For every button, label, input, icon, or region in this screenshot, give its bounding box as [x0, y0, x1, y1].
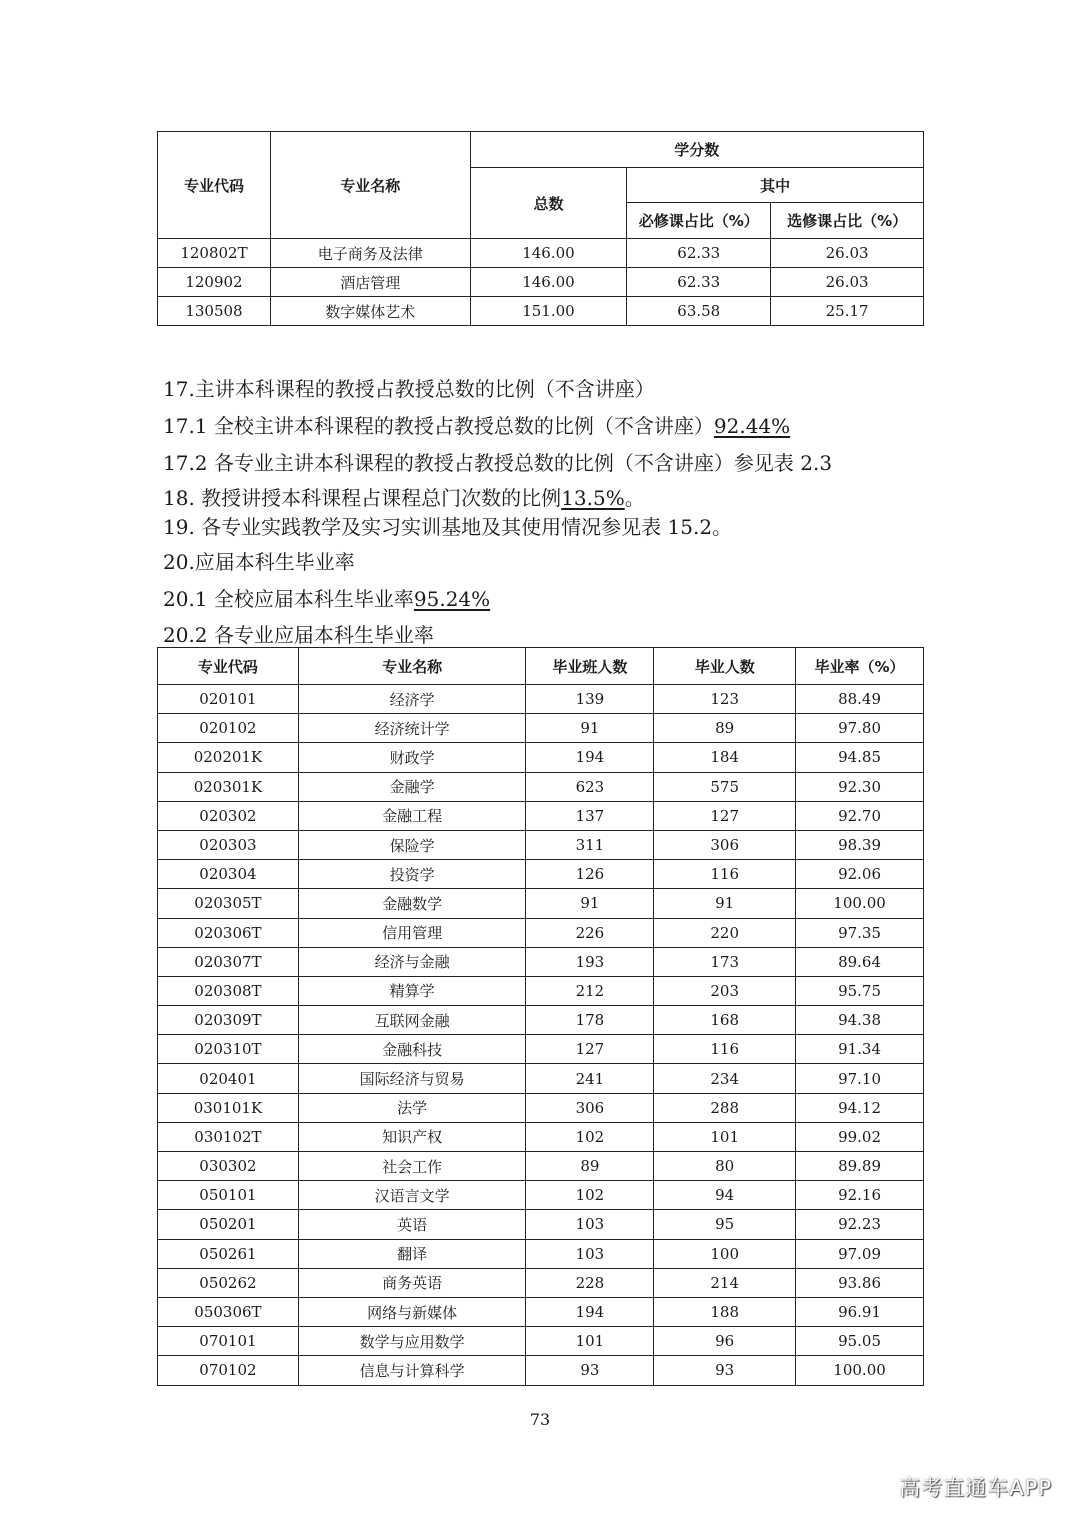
cell-grad-count: 127	[654, 801, 796, 830]
cell-code: 030302	[158, 1152, 299, 1181]
table-row	[158, 1152, 924, 1181]
header-total: 总数	[470, 168, 627, 239]
para-20-1-value: 95.24%	[413, 587, 491, 611]
cell-code: 020309T	[158, 1006, 299, 1035]
cell-class-count: 89	[526, 1152, 654, 1181]
cell-rate: 94.38	[796, 1006, 924, 1035]
cell-name: 电子商务及法律	[270, 239, 470, 268]
table-row	[158, 830, 924, 859]
cell-class-count: 93	[526, 1356, 654, 1385]
cell-rate: 99.02	[796, 1122, 924, 1151]
table-row	[158, 1210, 924, 1239]
para-17-1-value: 92.44%	[713, 414, 791, 438]
cell-code: 050101	[158, 1181, 299, 1210]
grad-header-rate: 毕业率（%）	[796, 648, 924, 685]
cell-name: 金融数学	[298, 889, 526, 918]
cell-code: 020308T	[158, 976, 299, 1005]
cell-class-count: 193	[526, 947, 654, 976]
table-row	[158, 1122, 924, 1151]
cell-code: 120902	[158, 268, 271, 297]
table-row	[158, 801, 924, 830]
cell-code: 020304	[158, 860, 299, 889]
cell-code: 020306T	[158, 918, 299, 947]
cell-name: 金融学	[298, 772, 526, 801]
cell-class-count: 102	[526, 1122, 654, 1151]
table-row	[158, 1356, 924, 1385]
table-row	[158, 1297, 924, 1326]
table-row	[158, 976, 924, 1005]
grad-header-class-count: 毕业班人数	[526, 648, 654, 685]
cell-name: 英语	[298, 1210, 526, 1239]
cell-grad-count: 101	[654, 1122, 796, 1151]
cell-class-count: 103	[526, 1210, 654, 1239]
cell-code: 050262	[158, 1268, 299, 1297]
cell-rate: 92.70	[796, 801, 924, 830]
para-18-text: 18. 教授讲授本科课程占课程总门次数的比例	[163, 486, 562, 510]
header-code: 专业代码	[158, 132, 271, 239]
cell-grad-count: 95	[654, 1210, 796, 1239]
cell-grad-count: 80	[654, 1152, 796, 1181]
cell-name: 法学	[298, 1093, 526, 1122]
cell-grad-count: 93	[654, 1356, 796, 1385]
grad-header-grad-count: 毕业人数	[654, 648, 796, 685]
cell-rate: 92.30	[796, 772, 924, 801]
cell-rate: 92.06	[796, 860, 924, 889]
cell-elective: 26.03	[771, 239, 924, 268]
cell-rate: 95.75	[796, 976, 924, 1005]
cell-class-count: 623	[526, 772, 654, 801]
cell-rate: 89.64	[796, 947, 924, 976]
cell-name: 财政学	[298, 743, 526, 772]
table-row	[158, 772, 924, 801]
cell-total: 151.00	[470, 297, 627, 326]
cell-required: 62.33	[627, 239, 771, 268]
cell-code: 020102	[158, 714, 299, 743]
cell-code: 030101K	[158, 1093, 299, 1122]
table-row	[158, 268, 924, 297]
cell-grad-count: 234	[654, 1064, 796, 1093]
cell-rate: 94.12	[796, 1093, 924, 1122]
cell-class-count: 139	[526, 685, 654, 714]
watermark: 高考直通车APP	[899, 1476, 1052, 1500]
para-17-2: 17.2 各专业主讲本科课程的教授占教授总数的比例（不含讲座）参见表 2.3	[163, 451, 833, 475]
cell-rate: 100.00	[796, 889, 924, 918]
cell-name: 经济学	[298, 685, 526, 714]
para-17: 17.主讲本科课程的教授占教授总数的比例（不含讲座）	[163, 377, 655, 401]
cell-grad-count: 168	[654, 1006, 796, 1035]
cell-name: 金融工程	[298, 801, 526, 830]
cell-name: 数学与应用数学	[298, 1327, 526, 1356]
table-row	[158, 1064, 924, 1093]
cell-name: 投资学	[298, 860, 526, 889]
header-name: 专业名称	[270, 132, 470, 239]
cell-grad-count: 220	[654, 918, 796, 947]
cell-code: 020310T	[158, 1035, 299, 1064]
cell-code: 050306T	[158, 1297, 299, 1326]
table-row	[158, 239, 924, 268]
header-elective-pct: 选修课占比（%）	[771, 203, 924, 239]
cell-code: 050261	[158, 1239, 299, 1268]
cell-name: 数字媒体艺术	[270, 297, 470, 326]
cell-name: 信用管理	[298, 918, 526, 947]
cell-class-count: 306	[526, 1093, 654, 1122]
cell-grad-count: 203	[654, 976, 796, 1005]
cell-name: 翻译	[298, 1239, 526, 1268]
cell-name: 商务英语	[298, 1268, 526, 1297]
header-required-pct: 必修课占比（%）	[627, 203, 771, 239]
cell-grad-count: 116	[654, 1035, 796, 1064]
cell-rate: 92.16	[796, 1181, 924, 1210]
cell-rate: 100.00	[796, 1356, 924, 1385]
table-row	[158, 685, 924, 714]
cell-class-count: 226	[526, 918, 654, 947]
grad-header-name: 专业名称	[298, 648, 526, 685]
para-20: 20.应届本科生毕业率	[163, 550, 355, 574]
table-row	[158, 860, 924, 889]
cell-class-count: 126	[526, 860, 654, 889]
cell-name: 精算学	[298, 976, 526, 1005]
cell-class-count: 241	[526, 1064, 654, 1093]
cell-code: 020307T	[158, 947, 299, 976]
cell-name: 经济与金融	[298, 947, 526, 976]
para-20-1	[163, 583, 490, 612]
table-row	[158, 1006, 924, 1035]
cell-code: 020401	[158, 1064, 299, 1093]
cell-grad-count: 214	[654, 1268, 796, 1297]
cell-grad-count: 94	[654, 1181, 796, 1210]
cell-code: 030102T	[158, 1122, 299, 1151]
cell-grad-count: 96	[654, 1327, 796, 1356]
cell-name: 网络与新媒体	[298, 1297, 526, 1326]
para-19: 19. 各专业实践教学及实习实训基地及其使用情况参见表 15.2。	[163, 515, 733, 539]
header-credits: 学分数	[470, 132, 923, 168]
table-row	[158, 1035, 924, 1064]
cell-class-count: 127	[526, 1035, 654, 1064]
cell-name: 知识产权	[298, 1122, 526, 1151]
para-18-value: 13.5%	[561, 486, 625, 510]
cell-elective: 25.17	[771, 297, 924, 326]
cell-name: 经济统计学	[298, 714, 526, 743]
cell-rate: 97.09	[796, 1239, 924, 1268]
cell-code: 020302	[158, 801, 299, 830]
cell-total: 146.00	[470, 239, 627, 268]
cell-class-count: 178	[526, 1006, 654, 1035]
page-number: 73	[529, 1410, 551, 1429]
para-17-1	[163, 410, 790, 439]
cell-code: 130508	[158, 297, 271, 326]
cell-grad-count: 188	[654, 1297, 796, 1326]
cell-code: 120802T	[158, 239, 271, 268]
table-row	[158, 1239, 924, 1268]
cell-name: 国际经济与贸易	[298, 1064, 526, 1093]
header-among: 其中	[627, 168, 924, 203]
cell-code: 020301K	[158, 772, 299, 801]
cell-name: 汉语言文学	[298, 1181, 526, 1210]
cell-code: 020303	[158, 830, 299, 859]
table-row	[158, 297, 924, 326]
cell-class-count: 212	[526, 976, 654, 1005]
cell-class-count: 194	[526, 1297, 654, 1326]
grad-header-code: 专业代码	[158, 648, 299, 685]
cell-grad-count: 116	[654, 860, 796, 889]
cell-grad-count: 91	[654, 889, 796, 918]
cell-elective: 26.03	[771, 268, 924, 297]
table-row	[158, 1181, 924, 1210]
para-18-suffix: 。	[624, 486, 645, 510]
para-18	[163, 482, 645, 511]
cell-required: 62.33	[627, 268, 771, 297]
cell-code: 070101	[158, 1327, 299, 1356]
cell-grad-count: 306	[654, 830, 796, 859]
cell-class-count: 101	[526, 1327, 654, 1356]
cell-name: 信息与计算科学	[298, 1356, 526, 1385]
cell-rate: 89.89	[796, 1152, 924, 1181]
cell-rate: 91.34	[796, 1035, 924, 1064]
cell-class-count: 311	[526, 830, 654, 859]
table-row	[158, 1327, 924, 1356]
cell-class-count: 228	[526, 1268, 654, 1297]
cell-rate: 95.05	[796, 1327, 924, 1356]
cell-name: 保险学	[298, 830, 526, 859]
table-row	[158, 743, 924, 772]
cell-total: 146.00	[470, 268, 627, 297]
cell-rate: 94.85	[796, 743, 924, 772]
cell-grad-count: 100	[654, 1239, 796, 1268]
cell-name: 社会工作	[298, 1152, 526, 1181]
table-row	[158, 947, 924, 976]
cell-code: 020101	[158, 685, 299, 714]
cell-class-count: 103	[526, 1239, 654, 1268]
cell-class-count: 194	[526, 743, 654, 772]
cell-grad-count: 89	[654, 714, 796, 743]
cell-code: 020201K	[158, 743, 299, 772]
credits-table	[157, 131, 924, 326]
cell-code: 020305T	[158, 889, 299, 918]
cell-code: 050201	[158, 1210, 299, 1239]
cell-grad-count: 288	[654, 1093, 796, 1122]
cell-rate: 92.23	[796, 1210, 924, 1239]
cell-grad-count: 123	[654, 685, 796, 714]
cell-rate: 97.80	[796, 714, 924, 743]
para-20-1-text: 20.1 全校应届本科生毕业率	[163, 587, 414, 611]
cell-code: 070102	[158, 1356, 299, 1385]
cell-grad-count: 173	[654, 947, 796, 976]
cell-rate: 96.91	[796, 1297, 924, 1326]
graduation-table	[157, 647, 924, 1386]
table-row	[158, 1268, 924, 1297]
cell-rate: 88.49	[796, 685, 924, 714]
table-row	[158, 714, 924, 743]
cell-name: 互联网金融	[298, 1006, 526, 1035]
cell-name: 金融科技	[298, 1035, 526, 1064]
cell-rate: 93.86	[796, 1268, 924, 1297]
cell-class-count: 91	[526, 714, 654, 743]
table-row	[158, 889, 924, 918]
cell-class-count: 137	[526, 801, 654, 830]
cell-class-count: 91	[526, 889, 654, 918]
table-row	[158, 918, 924, 947]
cell-rate: 97.35	[796, 918, 924, 947]
cell-name: 酒店管理	[270, 268, 470, 297]
cell-grad-count: 575	[654, 772, 796, 801]
cell-rate: 98.39	[796, 830, 924, 859]
para-20-2: 20.2 各专业应届本科生毕业率	[163, 623, 434, 647]
para-17-1-text: 17.1 全校主讲本科课程的教授占教授总数的比例（不含讲座）	[163, 414, 714, 438]
cell-required: 63.58	[627, 297, 771, 326]
cell-class-count: 102	[526, 1181, 654, 1210]
cell-grad-count: 184	[654, 743, 796, 772]
cell-rate: 97.10	[796, 1064, 924, 1093]
table-row	[158, 1093, 924, 1122]
